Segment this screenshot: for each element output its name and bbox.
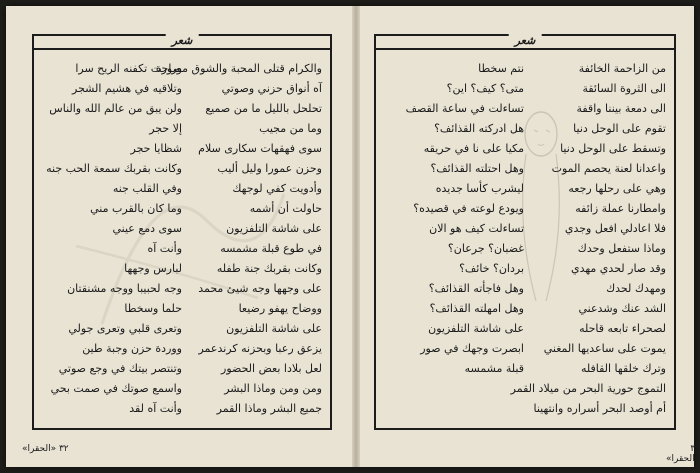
poem-line: حلما وسخطا (124, 302, 182, 315)
poem-line: فلا اعادلي افعل وجدي (564, 222, 666, 235)
poem-line: ومهدك لحدك (606, 282, 666, 295)
left-page-header: شعر (166, 34, 199, 48)
poem-line: حاولت أن أشمه (249, 202, 322, 215)
left-header-band (34, 36, 330, 50)
poem-line: ووردة حزن وجبة طين (82, 342, 182, 355)
poem-line: وهل امهلته القذائف؟ (429, 302, 524, 315)
poem-line: وتنتصر بيتك في وجع صوتي (58, 362, 182, 375)
poem-line: غضبان؟ جرعان؟ (447, 242, 524, 255)
poem-line: شظايا حجر (130, 142, 182, 155)
poem-line: لبارس وجهها (124, 262, 182, 275)
book-gutter (352, 6, 360, 467)
poem-line: على وجهها وجه شيئ محمد (198, 282, 322, 295)
poem-line: ويودع لوعته في قصيده؟ (413, 202, 524, 215)
poem-line: وماذا ستفعل وحدك (577, 242, 666, 255)
poem-line: أم أوصد البحر أسراره وانتهينا (533, 402, 666, 415)
poem-line: وكانت بقربك سمعة الحب جنه (46, 162, 182, 175)
poem-line: وهل فاجأته القذائف؟ (428, 282, 524, 295)
right-header-band (376, 36, 674, 50)
poem-line: وهل احتلته القذائف؟ (430, 162, 524, 175)
poem-line: وأنت آه لقد (129, 402, 182, 415)
poem-line: سوى دمع عيني (112, 222, 182, 235)
poem-line: وتلاقيه في هشيم الشجر (72, 82, 182, 95)
poem-line: وكانت بقربك جنة طفله (216, 262, 322, 275)
left-page-frame (32, 34, 332, 430)
poem-line: تساءلت في ساعة القصف (405, 102, 524, 115)
poem-line: آه أنواق حزني وصوتي (221, 82, 322, 95)
poem-line: ولن يبق من عالم الله والناس (49, 102, 182, 115)
poem-line: على شاشة التلفزيون (226, 222, 322, 235)
poem-line: ليشرب كأسا جديده (435, 182, 524, 195)
poem-line: تحلحل بالليل ما من صميع (205, 102, 322, 115)
poem-line: في طوع قبلة مشمسه (220, 242, 322, 255)
book-spread (6, 6, 700, 467)
left-page-number: ٣٢ «الحقرا» (22, 444, 69, 454)
poem-line: وتعرى قلبي وتعرى جولي (68, 322, 182, 335)
poem-line: على شاشة التلفزيون (226, 322, 322, 335)
poem-line: التموج حورية البحر من ميلاد القمر (510, 382, 666, 395)
right-poem (384, 54, 666, 420)
poem-line: واسمع صوتك في صمت بحي (50, 382, 182, 395)
poem-line: الى دمعة بيننا واقفة (576, 102, 666, 115)
poem-line: لصحراء تابعه قاحله (579, 322, 666, 335)
poem-line: وجه لحبيبا ووجه مشنقتان (67, 282, 182, 295)
poem-line: الشد عنك وشدعني (578, 302, 666, 315)
poem-line: وقد صار لحدي مهدي (570, 262, 666, 275)
right-page (360, 6, 698, 467)
poem-line: مكيا على نا في حريقه (423, 142, 524, 155)
poem-line: ومن ومن وماذا البشر (224, 382, 322, 395)
right-page-frame (374, 34, 676, 430)
poem-line: والكرام قتلى المحبة والشوق مصورة (155, 62, 322, 75)
poem-line: وأدويت كفي لوجهك (232, 182, 322, 195)
poem-line: نتم سخطا (478, 62, 524, 75)
poem-line: إلا حجر (149, 122, 182, 135)
poem-line: وترك خلقها القافله (580, 362, 666, 375)
poem-line: ووضاح يهفو رضيعا (238, 302, 322, 315)
poem-line: وحزن عمورا وليل أليب (217, 162, 322, 175)
poem-line: يزعق رعبا وبحزنه كرندعمر (198, 342, 322, 355)
poem-line: ابصرت وجهك في صور (420, 342, 524, 355)
poem-line: وما من مجيب (259, 122, 322, 135)
poem-line: وامطارنا عملة زائفه (575, 202, 666, 215)
poem-line: لعل بلادا بعض الحضور (221, 362, 322, 375)
left-poem (42, 54, 322, 420)
poem-line: يموت على ساعديها المغني (543, 342, 666, 355)
right-page-number: ٣٢ «الحقرا» (666, 444, 700, 464)
poem-line: تساءلت كيف هو الان (429, 222, 524, 235)
poem-line: وما كان بالقرب مني (90, 202, 182, 215)
poem-line: وراحت تكفنه الريح سرا (75, 62, 182, 75)
poem-line: قبلة مشمسه (464, 362, 524, 375)
poem-line: هل ادركته القذائف؟ (434, 122, 524, 135)
poem-line: وأنت آه (147, 242, 182, 255)
poem-line: على شاشة التلفزيون (428, 322, 524, 335)
right-page-header: شعر (509, 34, 542, 48)
poem-line: وهي على رحلها رجعه (568, 182, 666, 195)
poem-line: من الزاحمة الخائفة (578, 62, 666, 75)
poem-line: تقوم على الوحل دنيا (573, 122, 666, 135)
poem-line: متى؟ كيف؟ اين؟ (446, 82, 524, 95)
poem-line: واعدانا لعنة يحصم الموت (551, 162, 666, 175)
poem-line: وتسقط على الوحل دنيا (560, 142, 666, 155)
poem-line: بردان؟ خائف؟ (459, 262, 524, 275)
poem-line: سوى فهقهات سكارى سلام (198, 142, 322, 155)
poem-line: الى الثروة السائقة (582, 82, 666, 95)
left-page (10, 6, 348, 467)
poem-line: وفي القلب جنه (112, 182, 182, 195)
poem-line: جميع البشر وماذا القمر (216, 402, 322, 415)
